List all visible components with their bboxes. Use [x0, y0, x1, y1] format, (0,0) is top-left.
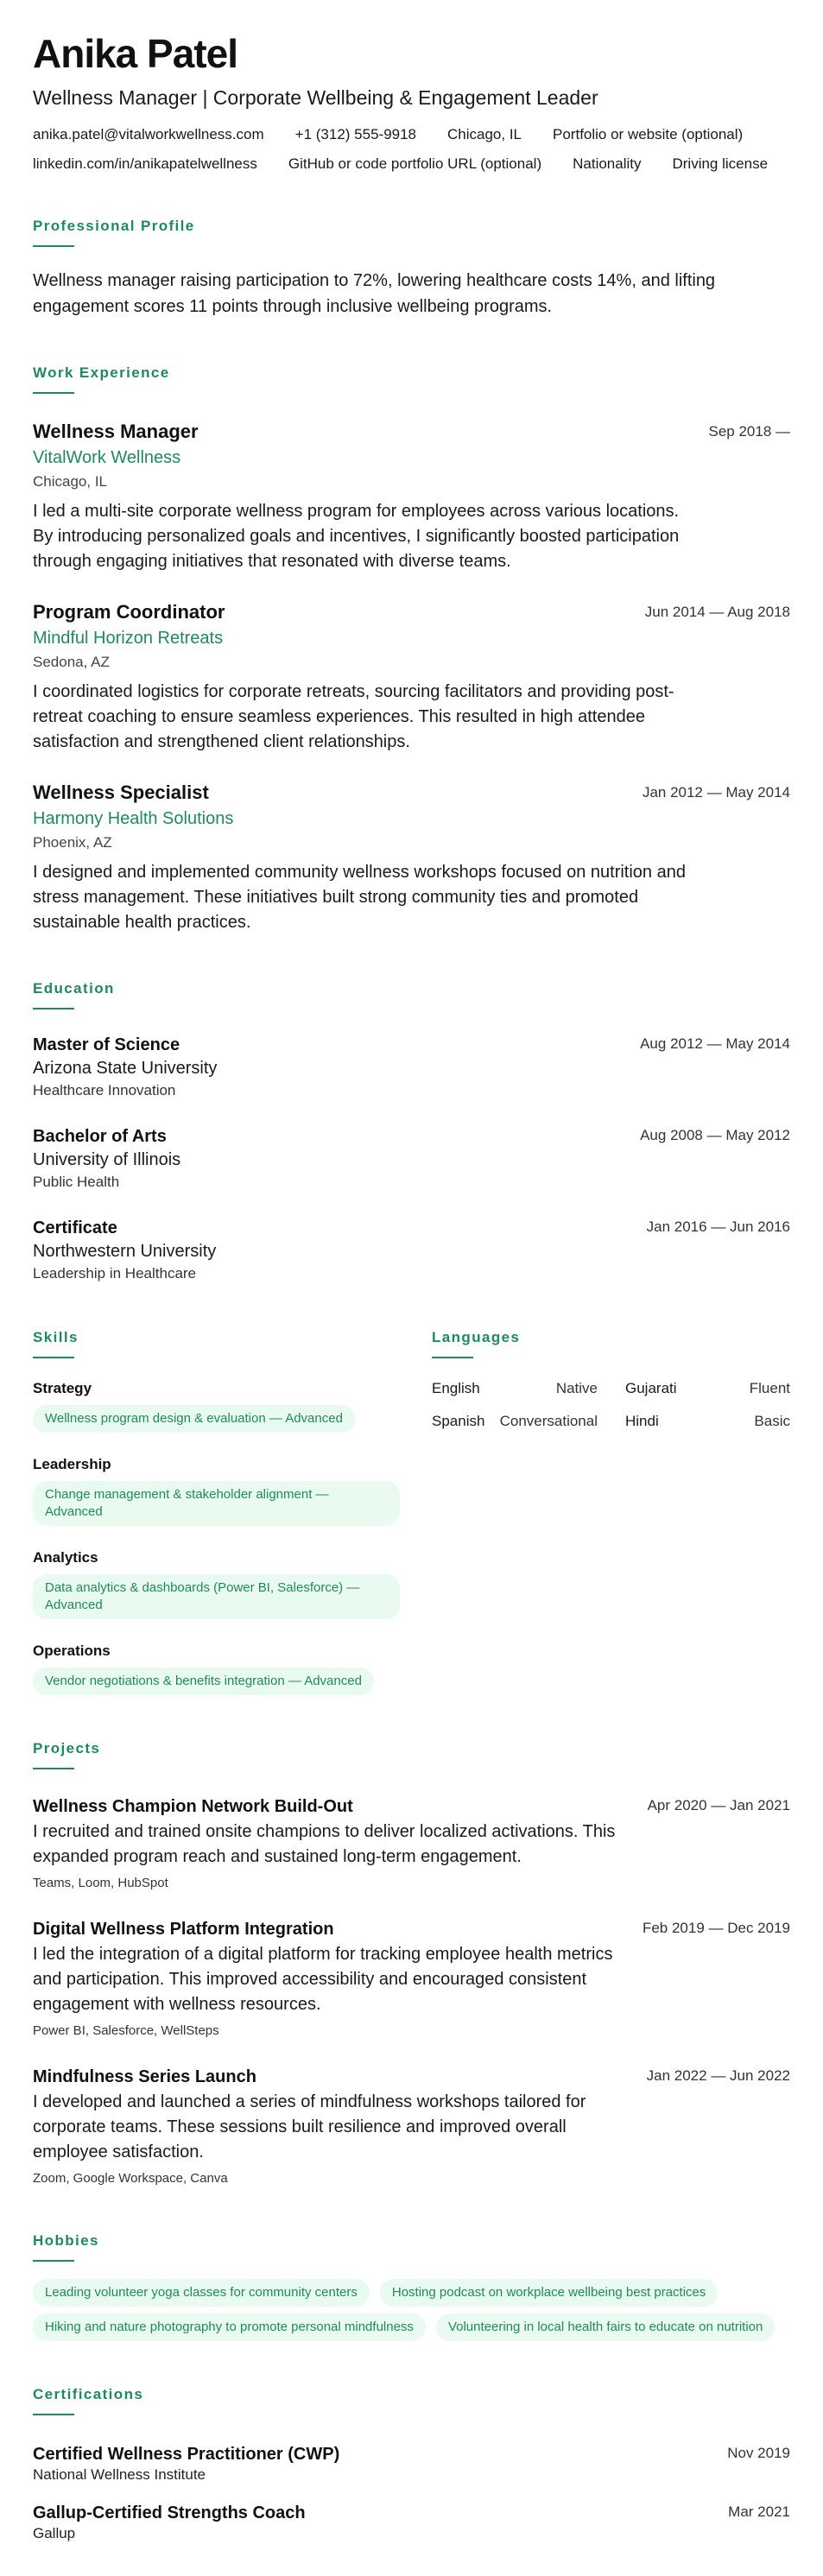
language-name: Gujarati	[625, 1380, 677, 1396]
experience-section	[33, 364, 790, 935]
project-date: Feb 2019 — Dec 2019	[642, 1920, 790, 1936]
skill-category: Analytics	[33, 1549, 98, 1566]
degree-name: Master of Science	[33, 1035, 180, 1054]
project-description: I recruited and trained onsite champions to deliver localized activations. This expanded program reach and sustained long-term engagement.	[33, 1822, 616, 1866]
contact-linkedin: linkedin.com/in/anikapatelwellness	[33, 155, 257, 172]
experience-date: Jan 2012 — May 2014	[642, 784, 790, 801]
certifications-section	[33, 2386, 790, 2543]
language-name: Hindi	[625, 1413, 659, 1429]
contact-email: anika.patel@vitalworkwellness.com	[33, 126, 264, 142]
job-description: I designed and implemented community wellness workshops focused on nutrition and stress management. These initiatives built strong community ties and promoted sustainable health practices.	[33, 863, 686, 932]
certification-date: Nov 2019	[727, 2445, 790, 2461]
degree-name: Bachelor of Arts	[33, 1127, 167, 1146]
section-title: Hobbies	[33, 2232, 99, 2249]
language-list	[432, 1379, 790, 1431]
section-divider	[33, 1008, 74, 1010]
education-date: Jan 2016 — Jun 2016	[646, 1218, 790, 1235]
section-title: Certifications	[33, 2386, 144, 2402]
education-entry	[33, 1217, 790, 1284]
job-title: Wellness Specialist	[33, 782, 209, 803]
project-date: Jan 2022 — Jun 2022	[646, 2067, 790, 2084]
project-entry	[33, 1795, 790, 1892]
company-name: Mindful Horizon Retreats	[33, 629, 224, 648]
hobby-list	[33, 2279, 776, 2341]
skill-category: Strategy	[33, 1380, 92, 1396]
language-item	[432, 1412, 611, 1431]
experience-date: Sep 2018 —	[708, 423, 790, 440]
hobby-pill: Hosting podcast on workplace wellbeing best practices	[380, 2279, 719, 2307]
skills-languages-row	[33, 1329, 790, 1695]
candidate-headline: Wellness Manager | Corporate Wellbeing & Engagement Leader	[33, 86, 598, 109]
section-title: Projects	[33, 1740, 101, 1756]
job-description: I coordinated logistics for corporate retreats, sourcing facilitators and providing post-retreat coaching to ensure seamless experiences. This resulted in high attendee satisfaction and strengthened client relationships.	[33, 682, 674, 751]
project-date: Apr 2020 — Jan 2021	[647, 1797, 790, 1813]
resume-header	[33, 29, 790, 173]
job-location: Chicago, IL	[33, 473, 107, 490]
project-tools: Teams, Loom, HubSpot	[33, 1876, 168, 1890]
education-entry	[33, 1034, 790, 1101]
project-description: I led the integration of a digital platform for tracking employee health metrics and participation. This improved accessibility and encouraged consistent engagement with wellness resources.	[33, 1945, 613, 2014]
language-name: English	[432, 1380, 480, 1396]
education-entry	[33, 1125, 790, 1193]
section-title: Skills	[33, 1329, 79, 1345]
education-date: Aug 2008 — May 2012	[640, 1127, 790, 1143]
education-section	[33, 980, 790, 1284]
contact-phone: +1 (312) 555-9918	[294, 126, 417, 142]
skill-category: Leadership	[33, 1456, 111, 1472]
skill-category: Operations	[33, 1642, 111, 1659]
certification-issuer: Gallup	[33, 2525, 76, 2541]
experience-entry	[33, 781, 790, 935]
project-tools: Zoom, Google Workspace, Canva	[33, 2171, 228, 2186]
certification-name: Gallup-Certified Strengths Coach	[33, 2503, 306, 2522]
experience-entry	[33, 600, 790, 755]
project-title: Digital Wellness Platform Integration	[33, 1920, 334, 1939]
project-entry	[33, 2066, 790, 2187]
language-item	[432, 1379, 611, 1398]
projects-section	[33, 1740, 790, 2187]
degree-name: Certificate	[33, 1218, 117, 1237]
language-level: Native	[555, 1380, 598, 1396]
project-title: Wellness Champion Network Build-Out	[33, 1797, 353, 1816]
job-location: Sedona, AZ	[33, 654, 110, 670]
experience-date: Jun 2014 — Aug 2018	[644, 604, 790, 620]
skill-pill: Wellness program design & evaluation — Advanced	[33, 1405, 355, 1433]
section-divider	[33, 2260, 74, 2262]
section-title: Work Experience	[33, 364, 170, 381]
field-of-study: Leadership in Healthcare	[33, 1265, 197, 1282]
language-item	[611, 1412, 790, 1431]
experience-entry	[33, 420, 790, 574]
contact-list	[33, 126, 793, 173]
section-divider	[33, 245, 74, 247]
certification-entry	[33, 2502, 790, 2543]
job-title: Wellness Manager	[33, 421, 199, 442]
project-entry	[33, 1918, 790, 2040]
job-location: Phoenix, AZ	[33, 834, 112, 851]
company-name: Harmony Health Solutions	[33, 809, 234, 828]
school-name: Northwestern University	[33, 1242, 217, 1261]
language-name: Spanish	[432, 1413, 485, 1429]
skill-pill: Data analytics & dashboards (Power BI, Salesforce) — Advanced	[33, 1574, 400, 1619]
contact-github: GitHub or code portfolio URL (optional)	[288, 155, 542, 172]
language-level: Basic	[754, 1413, 790, 1429]
project-description: I developed and launched a series of mindfulness workshops tailored for corporate teams. These sessions built resilience and improved overall employee satisfaction.	[33, 2092, 586, 2161]
skill-pill: Change management & stakeholder alignment — Advanced	[33, 1481, 400, 1526]
school-name: University of Illinois	[33, 1150, 181, 1169]
project-tools: Power BI, Salesforce, WellSteps	[33, 2023, 219, 2038]
certification-name: Certified Wellness Practitioner (CWP)	[33, 2445, 340, 2464]
job-description: I led a multi-site corporate wellness program for employees across various locations. By introducing personalized goals and incentives, I significantly boosted participation through engaging initiatives that resonated with diverse teams.	[33, 502, 680, 571]
field-of-study: Healthcare Innovation	[33, 1082, 176, 1098]
section-title: Languages	[432, 1329, 521, 1345]
job-title: Program Coordinator	[33, 601, 225, 623]
company-name: VitalWork Wellness	[33, 448, 181, 467]
skills-section	[33, 1329, 432, 1695]
hobby-pill: Hiking and nature photography to promote personal mindfulness	[33, 2313, 426, 2341]
candidate-name: Anika Patel	[33, 31, 237, 76]
section-title: Professional Profile	[33, 218, 195, 234]
certification-entry	[33, 2443, 790, 2484]
language-level: Conversational	[499, 1413, 598, 1429]
language-level: Fluent	[749, 1380, 790, 1396]
section-divider	[33, 392, 74, 394]
section-title: Education	[33, 980, 115, 997]
project-title: Mindfulness Series Launch	[33, 2067, 256, 2086]
skill-pill: Vendor negotiations & benefits integration — Advanced	[33, 1668, 374, 1695]
languages-section	[432, 1329, 790, 1695]
hobby-pill: Volunteering in local health fairs to educate on nutrition	[436, 2313, 775, 2341]
hobbies-section	[33, 2232, 790, 2341]
contact-location: Chicago, IL	[447, 126, 522, 142]
certification-date: Mar 2021	[728, 2503, 790, 2520]
section-divider	[432, 1357, 473, 1358]
profile-summary: Wellness manager raising participation to 72%, lowering healthcare costs 14%, and lifting engagement scores 11 points through inclusive wellbeing programs.	[33, 271, 716, 316]
section-divider	[33, 1357, 74, 1358]
certification-issuer: National Wellness Institute	[33, 2466, 206, 2483]
language-item	[611, 1379, 790, 1398]
section-divider	[33, 2414, 74, 2415]
education-date: Aug 2012 — May 2014	[640, 1035, 790, 1052]
profile-section	[33, 218, 790, 320]
contact-driving-license: Driving license	[672, 155, 769, 172]
section-divider	[33, 1768, 74, 1769]
hobby-pill: Leading volunteer yoga classes for community centers	[33, 2279, 370, 2307]
field-of-study: Public Health	[33, 1174, 120, 1190]
contact-portfolio: Portfolio or website (optional)	[553, 126, 744, 142]
school-name: Arizona State University	[33, 1059, 218, 1078]
contact-nationality: Nationality	[573, 155, 642, 172]
